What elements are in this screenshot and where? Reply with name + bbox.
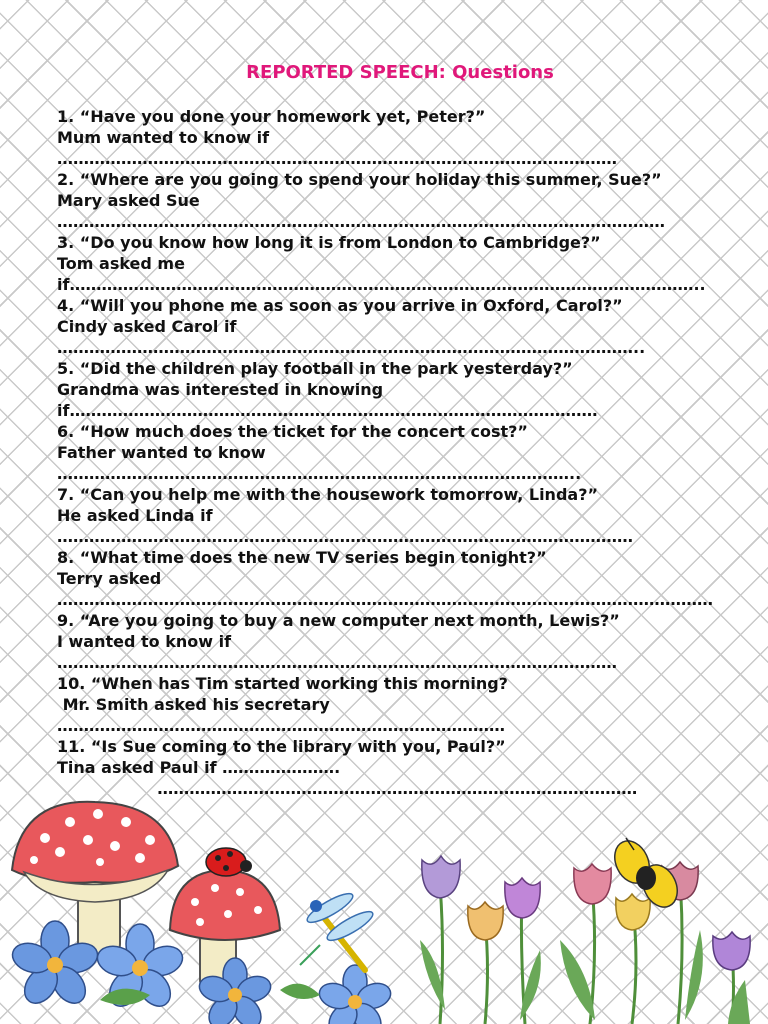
answer-lead: Mary asked Sue	[57, 191, 200, 210]
answer-blank: if………………………………………………………………………………………………………..	[57, 275, 706, 294]
answer-blank: if………………………………………………………………………………………	[57, 401, 598, 420]
answer-blank: ……………………………………………………………………………………..	[57, 464, 582, 483]
exercise-item-7	[57, 484, 757, 547]
exercise-item-5	[57, 358, 757, 421]
answer-blank: ……………………………………………………………………………………………	[57, 653, 617, 672]
answer-lead: I wanted to know if	[57, 632, 232, 651]
question-text: 8. “What time does the new TV series begin tonight?”	[57, 548, 547, 567]
answer-lead: Tom asked me	[57, 254, 185, 273]
answer-lead: He asked Linda if	[57, 506, 213, 525]
page-title: REPORTED SPEECH: Questions	[246, 62, 554, 83]
exercise-item-2	[57, 169, 757, 232]
question-text: 7. “Can you help me with the housework tomorrow, Linda?”	[57, 485, 598, 504]
answer-blank: ………………………………………………………………………………………………	[57, 527, 633, 546]
exercise-item-4	[57, 295, 757, 358]
exercise-item-3	[57, 232, 757, 295]
question-text: 1. “Have you done your homework yet, Peter?”	[57, 107, 486, 126]
answer-blank: …………………………………………………………………………	[57, 716, 505, 735]
answer-blank: ……………………………………………………………………………………………………………	[57, 590, 713, 609]
exercise-list	[57, 106, 757, 799]
exercise-item-9	[57, 610, 757, 673]
answer-lead: Tina asked Paul if ………………….	[57, 758, 341, 777]
answer-lead: Cindy asked Carol if	[57, 317, 237, 336]
question-text: 4. “Will you phone me as soon as you arrive in Oxford, Carol?”	[57, 296, 623, 315]
question-text: 2. “Where are you going to spend your holiday this summer, Sue?”	[57, 170, 662, 189]
garden-decoration	[0, 790, 768, 1024]
answer-blank: ……………………………………………………………………………………………	[57, 149, 617, 168]
answer-blank: ……………………………………………………………………………………………………	[57, 212, 665, 231]
question-text: 11. “Is Sue coming to the library with you, Paul?”	[57, 737, 506, 756]
tulip-icon	[420, 856, 750, 1024]
exercise-item-6	[57, 421, 757, 484]
answer-lead: Grandma was interested in knowing	[57, 380, 384, 399]
exercise-item-10	[57, 673, 757, 736]
exercise-item-8	[57, 547, 757, 610]
question-text: 3. “Do you know how long it is from London to Cambridge?”	[57, 233, 601, 252]
question-text: 5. “Did the children play football in the park yesterday?”	[57, 359, 573, 378]
answer-lead: Mum wanted to know if	[57, 128, 270, 147]
answer-lead: Father wanted to know	[57, 443, 266, 462]
ladybug-icon	[206, 848, 252, 876]
dragonfly-icon	[300, 889, 376, 970]
answer-lead: Terry asked	[57, 569, 162, 588]
answer-lead: Mr. Smith asked his secretary	[57, 695, 330, 714]
question-text: 10. “When has Tim started working this morning?	[57, 674, 508, 693]
exercise-item-1	[57, 106, 757, 169]
question-text: 9. “Are you going to buy a new computer next month, Lewis?”	[57, 611, 620, 630]
answer-blank: ………………………………………………………………………………………………..	[57, 338, 646, 357]
answer-blank: ………………………………………………………………………………	[57, 779, 638, 798]
question-text: 6. “How much does the ticket for the concert cost?”	[57, 422, 528, 441]
